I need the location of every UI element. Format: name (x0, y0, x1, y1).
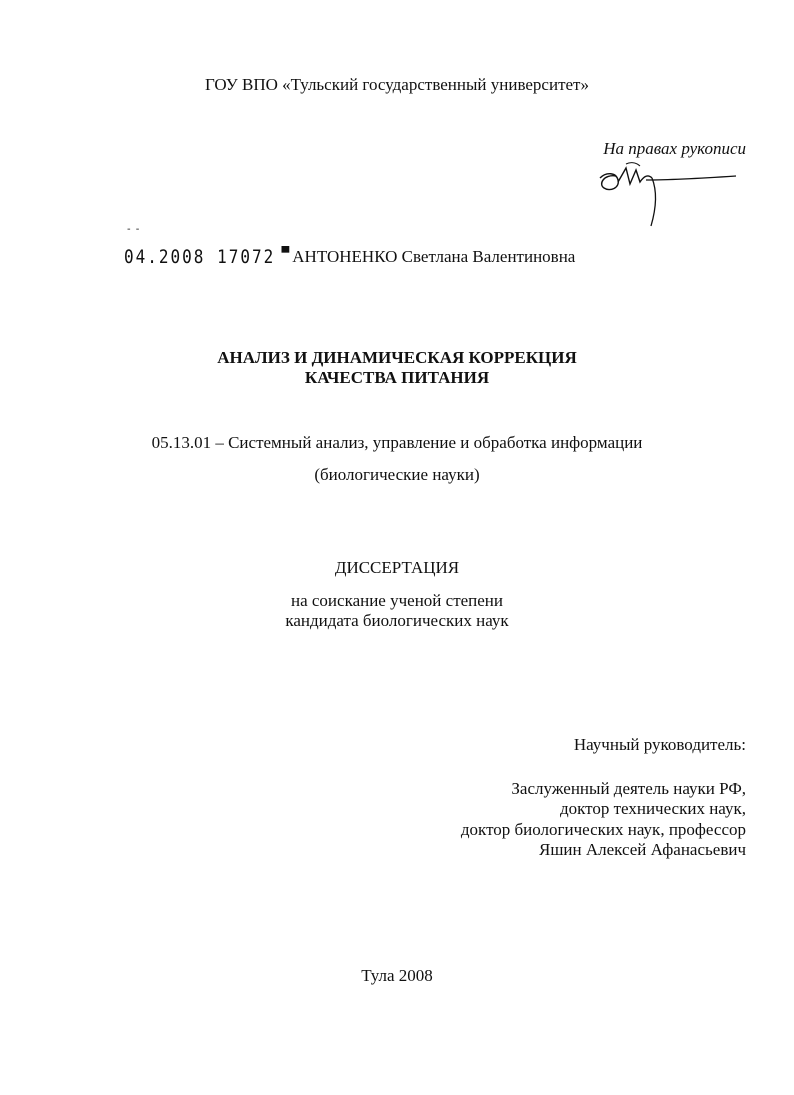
advisor-credential: Заслуженный деятель науки РФ, (511, 779, 746, 798)
specialty-code: 05.13.01 – Системный анализ, управление и обработка информации (151, 433, 643, 452)
stamp-mark: - - (127, 224, 141, 235)
signature-icon (596, 158, 746, 230)
registration-code: 04.2008 17072 (124, 245, 276, 268)
advisor-credential: доктор биологических наук, профессор (460, 820, 746, 839)
city-year: Тула 2008 (361, 966, 433, 985)
degree-purpose-line2: кандидата биологических наук (285, 611, 509, 630)
advisor-name: Яшин Алексей Афанасьевич (538, 840, 746, 859)
manuscript-note: На правах рукописи (603, 139, 746, 158)
registration-separator-icon: ▀ (281, 247, 290, 259)
specialty-field: (биологические науки) (314, 465, 480, 484)
registration-line (124, 243, 575, 267)
dissertation-title-line2: КАЧЕСТВА ПИТАНИЯ (304, 368, 490, 387)
author-name: АНТОНЕНКО Светлана Валентиновна (292, 247, 576, 266)
dissertation-title-line1: АНАЛИЗ И ДИНАМИЧЕСКАЯ КОРРЕКЦИЯ (217, 348, 577, 367)
work-type: ДИССЕРТАЦИЯ (334, 558, 460, 577)
advisor-credential: доктор технических наук, (559, 799, 746, 818)
degree-purpose-line1: на соискание ученой степени (290, 591, 504, 610)
university-name: ГОУ ВПО «Тульский государственный университет» (205, 75, 589, 94)
advisor-heading: Научный руководитель: (573, 735, 746, 754)
